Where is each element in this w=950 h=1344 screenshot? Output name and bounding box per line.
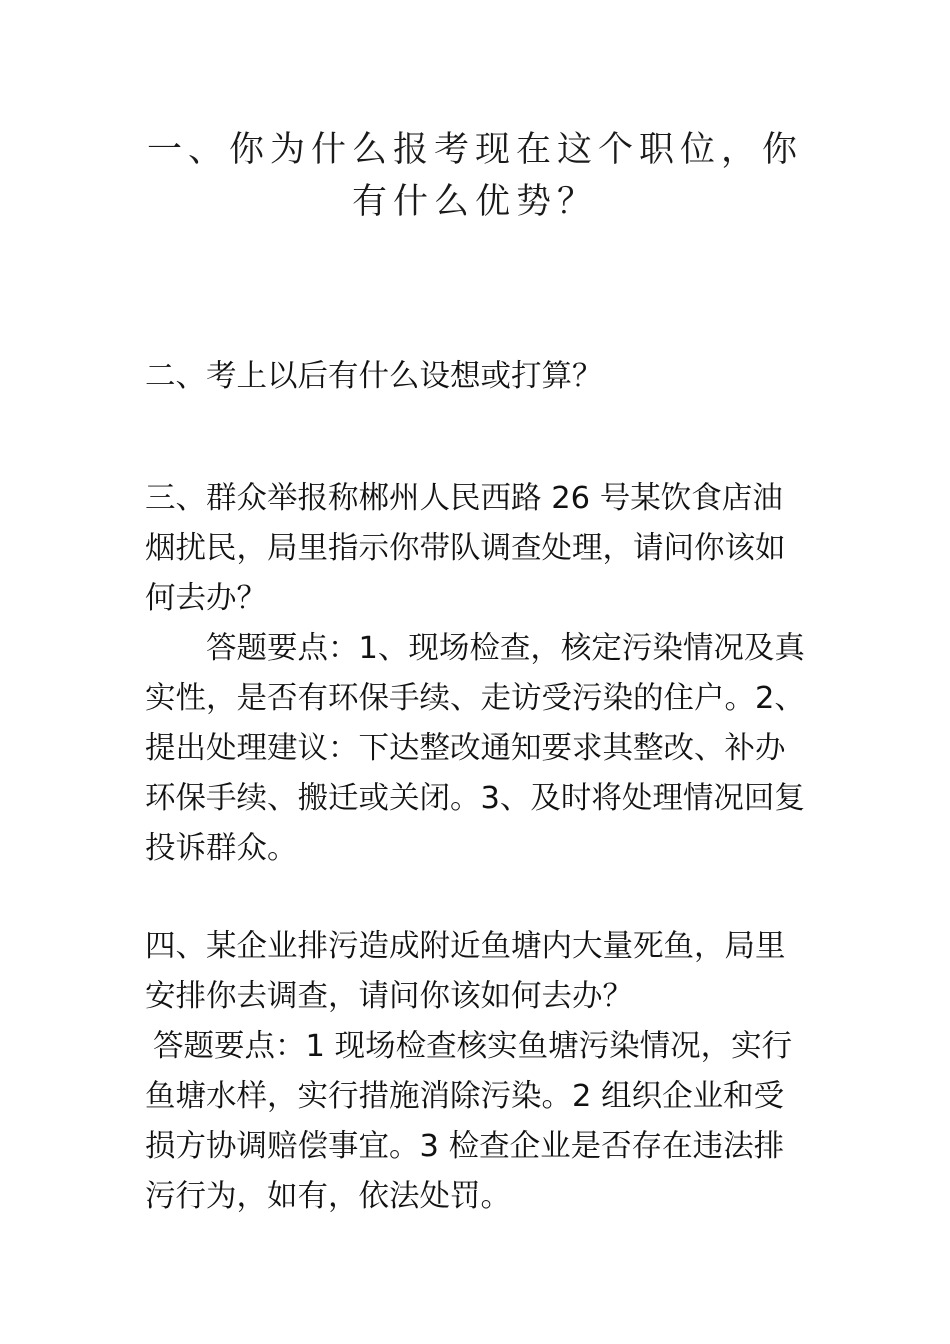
- question-3-text: 三、群众举报称郴州人民西路 26 号某饮食店油烟扰民，局里指示你带队调查处理，请问你该如何去办？: [145, 481, 786, 616]
- question-3-answer: 答题要点：1、现场检查，核定污染情况及真实性，是否有环保手续、走访受污染的住户。2、提出处理建议：下达整改通知要求其整改、补办环保手续、搬迁或关闭。3、及时将处理情况回复投诉群众。: [145, 631, 805, 866]
- question-4-section: [145, 922, 810, 1222]
- question-3-section: [145, 474, 810, 874]
- question-1-title: 一、你为什么报考现在这个职位，你有什么优势？: [146, 130, 803, 222]
- question-2-section: [145, 352, 810, 402]
- question-4-text: 四、某企业排污造成附近鱼塘内大量死鱼，局里安排你去调查，请问你该如何去办？: [145, 929, 786, 1014]
- question-2-text: 二、考上以后有什么设想或打算？: [145, 359, 603, 394]
- question-4-answer: 答题要点：1 现场检查核实鱼塘污染情况，实行鱼塘水样，实行措施消除污染。2 组织企业和受损方协调赔偿事宜。3 检查企业是否存在违法排污行为，如有，依法处罚。: [145, 1029, 793, 1214]
